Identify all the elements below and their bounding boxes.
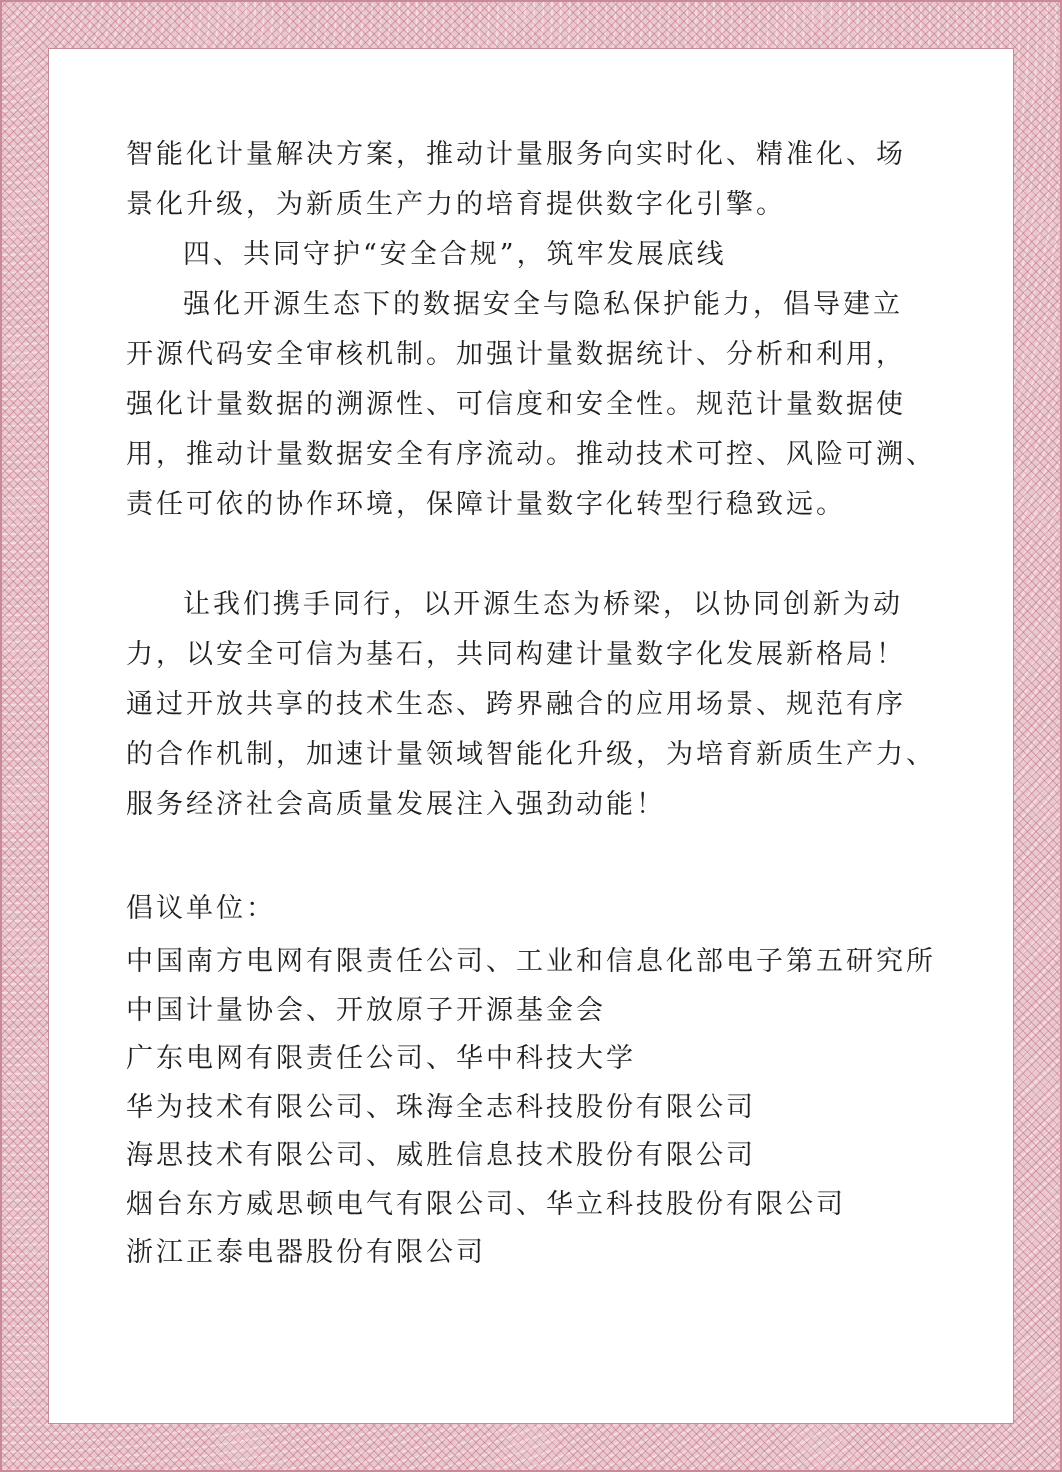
text-line: 通过开放共享的技术生态、跨界融合的应用场景、规范有序 <box>126 689 906 720</box>
text-line: 景化升级，为新质生产力的培育提供数字化引擎。 <box>126 189 786 220</box>
signatory-org: 烟台东方威思顿电气有限公司、华立科技股份有限公司 <box>126 1188 846 1220</box>
paragraph-3 <box>126 580 936 830</box>
text-line: 智能化计量解决方案，推动计量服务向实时化、精准化、场 <box>126 139 906 170</box>
paragraph-2 <box>126 280 936 530</box>
document-content <box>126 130 936 1278</box>
signatories <box>126 880 936 1278</box>
section-heading-4: 四、共同守护“安全合规”，筑牢发展底线 <box>183 239 727 270</box>
signatory-org: 广东电网有限责任公司、华中科技大学 <box>126 1043 636 1074</box>
text-line: 力，以安全可信为基石，共同构建计量数字化发展新格局！ <box>126 639 906 670</box>
text-line: 强化计量数据的溯源性、可信度和安全性。规范计量数据使 <box>126 389 906 420</box>
text-line: 的合作机制，加速计量领域智能化升级，为培育新质生产力、 <box>126 739 936 770</box>
signatory-org: 海思技术有限公司、威胜信息技术股份有限公司 <box>126 1140 756 1171</box>
signatories-title: 倡议单位： <box>126 893 276 924</box>
paragraph-1 <box>126 130 906 230</box>
text-line: 让我们携手同行，以开源生态为桥梁，以协同创新为动 <box>183 589 903 620</box>
spacer <box>126 830 862 880</box>
text-line: 强化开源生态下的数据安全与隐私保护能力，倡导建立 <box>183 289 903 320</box>
text-line: 开源代码安全审核机制。加强计量数据统计、分析和利用， <box>126 339 906 370</box>
text-line: 责任可依的协作环境，保障计量数字化转型行稳致远。 <box>126 489 846 520</box>
spacer <box>126 530 862 580</box>
signatory-org: 中国计量协会、开放原子开源基金会 <box>126 994 606 1026</box>
text-line: 用，推动计量数据安全有序流动。推动技术可控、风险可溯、 <box>126 439 936 470</box>
signatory-org: 浙江正泰电器股份有限公司 <box>126 1237 486 1268</box>
signatory-org: 华为技术有限公司、珠海全志科技股份有限公司 <box>126 1091 756 1123</box>
signatory-org: 中国南方电网有限责任公司、工业和信息化部电子第五研究所 <box>126 946 936 977</box>
text-line: 服务经济社会高质量发展注入强劲动能！ <box>126 789 666 820</box>
